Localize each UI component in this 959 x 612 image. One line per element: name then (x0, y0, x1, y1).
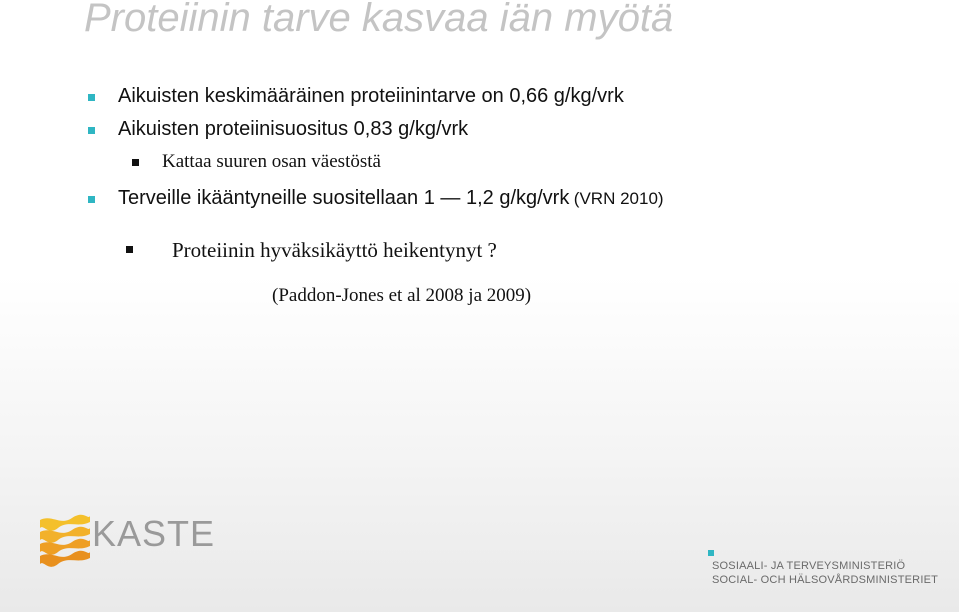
kaste-logo-text: KASTE (92, 513, 216, 554)
kaste-logo-icon (38, 512, 92, 568)
bullet-marker (88, 196, 95, 203)
ministry-name-fi: SOSIAALI- JA TERVEYSMINISTERIÖ (712, 560, 906, 572)
bullet-marker (88, 127, 95, 134)
ministry-name-sv: SOCIAL- OCH HÄLSOVÅRDSMINISTERIET (712, 574, 939, 586)
sub-bullet-marker (132, 159, 139, 166)
slide-title: Proteiinin tarve kasvaa iän myötä (84, 0, 674, 40)
bullet-marker (88, 94, 95, 101)
sub-bullet-marker (126, 246, 133, 253)
bullet-item-4 (118, 187, 664, 210)
citation: (Paddon-Jones et al 2008 ja 2009) (272, 285, 532, 306)
bullet-item-5: Proteiinin hyväksikäyttö heikentynyt ? (172, 238, 497, 262)
sub-bullet-item: Kattaa suuren osan väestöstä (162, 151, 381, 172)
ministry-logo-mark (708, 550, 714, 556)
bullet-item-4-source: (VRN 2010) (573, 189, 664, 208)
bullet-item-2: Aikuisten proteiinisuositus 0,83 g/kg/vrk (118, 118, 469, 140)
bullet-item-4-text: Terveille ikääntyneille suositellaan 1 — 1,2 g/kg/vrk (118, 187, 570, 209)
bullet-item-1: Aikuisten keskimääräinen proteiinintarve on 0,66 g/kg/vrk (118, 85, 624, 107)
